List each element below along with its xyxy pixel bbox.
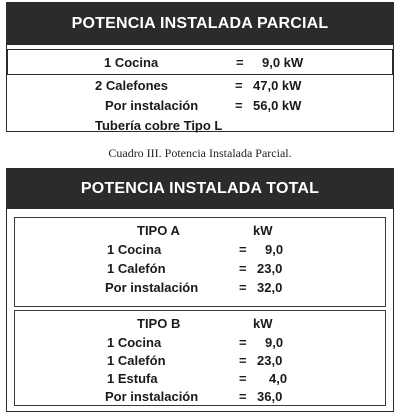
parcial-row-calefones: [7, 75, 393, 95]
row-label: 1 Cocina: [107, 335, 162, 350]
row-label: 1 Calefón: [107, 261, 166, 276]
row-label: 1 Cocina: [107, 242, 162, 257]
row-equals: =: [239, 389, 247, 404]
row-equals: =: [235, 98, 243, 113]
row-equals: =: [236, 55, 244, 70]
row-equals: =: [239, 242, 247, 257]
row-label: Por instalación: [105, 389, 199, 404]
row-label: 1 Calefón: [107, 353, 166, 368]
tipo-a-row-calefon: [15, 258, 385, 277]
total-title: POTENCIA INSTALADA TOTAL: [7, 169, 393, 209]
parcial-title: POTENCIA INSTALADA PARCIAL: [7, 3, 393, 45]
table-caption: Cuadro III. Potencia Instalada Parcial.: [108, 146, 292, 160]
parcial-row-cocina: [7, 49, 393, 75]
tipo-b-row-estufa: [15, 368, 385, 386]
tipo-a-row-total: [15, 277, 385, 296]
row-equals: =: [235, 78, 243, 93]
row-value: 32,0: [257, 280, 283, 295]
tipo-b-row-total: [15, 386, 385, 404]
row-equals: =: [239, 261, 247, 276]
row-value: 56,0 kW: [253, 98, 302, 113]
potencia-total-table: [6, 168, 394, 412]
row-value: 23,0: [257, 261, 283, 276]
row-value: 47,0 kW: [253, 78, 302, 93]
tipo-a-block: [14, 217, 386, 307]
row-label: Por instalación: [105, 280, 199, 295]
tipo-a-unit: kW: [253, 223, 273, 238]
tipo-b-row-cocina: [15, 332, 385, 350]
parcial-row-total: [7, 95, 393, 115]
row-equals: =: [239, 353, 247, 368]
row-equals: =: [239, 371, 247, 386]
parcial-note-row: [7, 115, 393, 135]
row-equals: =: [239, 280, 247, 295]
tipo-b-header: TIPO B: [137, 316, 181, 331]
tipo-a-header: TIPO A: [137, 223, 180, 238]
tipo-b-row-calefon: [15, 350, 385, 368]
row-equals: =: [239, 335, 247, 350]
row-label: 1 Estufa: [107, 371, 158, 386]
row-label: 1 Cocina: [104, 55, 159, 70]
row-value: 23,0: [257, 353, 283, 368]
row-label: 2 Calefones: [95, 78, 168, 93]
parcial-note: Tubería cobre Tipo L: [95, 118, 223, 133]
row-label: Por instalación: [105, 98, 199, 113]
tipo-b-block: [14, 310, 386, 406]
tipo-b-unit: kW: [253, 316, 273, 331]
row-value: 4,0: [269, 371, 288, 386]
row-value: 9,0: [265, 242, 284, 257]
row-value: 36,0: [257, 389, 283, 404]
row-value: 9,0 kW: [262, 55, 304, 70]
potencia-parcial-table: [6, 2, 394, 132]
tipo-a-row-cocina: [15, 239, 385, 258]
row-value: 9,0: [265, 335, 284, 350]
